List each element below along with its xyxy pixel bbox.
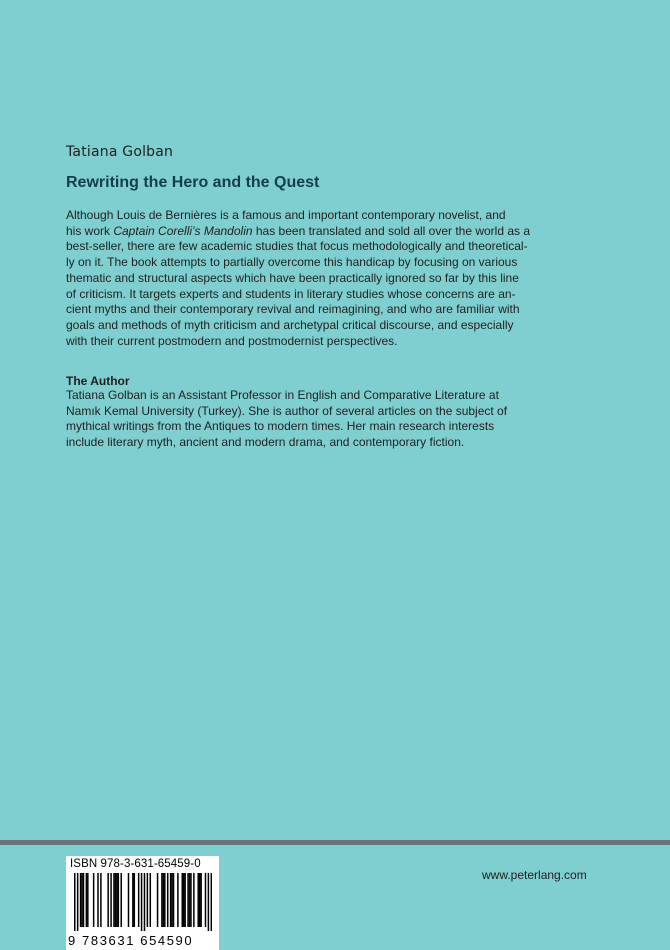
about-line: Namık Kemal University (Turkey). She is author of several articles on the subject of xyxy=(66,403,508,418)
barcode-bar xyxy=(163,873,165,927)
barcode-bar xyxy=(132,873,134,927)
barcode-bar xyxy=(138,873,140,927)
barcode-bar xyxy=(187,873,189,927)
barcode-bar xyxy=(208,873,210,931)
barcode-bar xyxy=(81,873,83,927)
barcode-bar xyxy=(157,873,159,927)
barcode-bar xyxy=(150,873,152,927)
barcode-bar xyxy=(120,873,122,927)
barcode-bar xyxy=(74,873,76,931)
barcode-bar xyxy=(97,873,99,927)
description-text: has been translated and sold all over the world as a xyxy=(252,223,531,238)
description-line: goals and methods of myth criticism and archetypal critical discourse, and especially xyxy=(66,317,514,332)
barcode-bar xyxy=(110,873,112,927)
about-line: mythical writings from the Antiques to modern times. Her main research interests xyxy=(66,419,495,434)
barcode-bar xyxy=(167,873,169,927)
barcode-bar xyxy=(83,873,85,927)
barcode xyxy=(74,873,212,931)
barcode-bar xyxy=(183,873,185,927)
description-line: Although Louis de Bernières is a famous and important contemporary novelist, and xyxy=(66,208,506,222)
barcode-bar xyxy=(77,873,79,931)
barcode-bar xyxy=(177,873,179,927)
barcode-bar xyxy=(197,873,199,927)
barcode-bar xyxy=(107,873,109,927)
description-line: thematic and structural aspects which have been practically ignored so far by this line xyxy=(66,270,519,285)
publisher-website: www.peterlang.com xyxy=(482,868,587,882)
barcode-bar xyxy=(189,873,191,927)
barcode-bar xyxy=(116,873,118,927)
about-author-heading: The Author xyxy=(66,374,130,388)
book-title: Rewriting the Hero and the Quest xyxy=(66,174,320,191)
description-line: cient myths and their contemporary revival and reimagining, and who are familiar with xyxy=(66,302,520,317)
barcode-bar xyxy=(87,873,89,927)
barcode-bar xyxy=(134,873,136,927)
barcode-bar xyxy=(128,873,130,927)
barcode-bar xyxy=(115,873,117,927)
barcode-bar xyxy=(173,873,175,927)
isbn-label: ISBN 978-3-631-65459-0 xyxy=(70,858,201,870)
barcode-bar xyxy=(144,873,146,931)
barcode-bar xyxy=(93,873,95,927)
description-line xyxy=(66,224,546,240)
barcode-bar xyxy=(147,873,149,927)
barcode-bar xyxy=(184,873,186,927)
description-line: of criticism. It targets experts and students in literary studies whose concerns are an- xyxy=(66,286,516,301)
barcode-bar xyxy=(161,873,163,927)
isbn-barcode-box xyxy=(66,856,219,950)
barcode-bar xyxy=(113,873,115,927)
barcode-bar xyxy=(181,873,183,927)
barcode-bar xyxy=(80,873,82,927)
divider-rule xyxy=(0,840,670,845)
description-line: ly on it. The book attempts to partially overcome this handicap by focusing on various xyxy=(66,255,518,270)
barcode-bar xyxy=(193,873,195,927)
description-text: his work xyxy=(66,223,114,238)
barcode-bar xyxy=(100,873,102,927)
barcode-bar xyxy=(164,873,166,927)
barcode-digits: 9 783631 654590 xyxy=(68,933,194,948)
book-description xyxy=(66,208,546,349)
about-author-text xyxy=(66,388,546,451)
barcode-bar xyxy=(205,873,207,927)
about-line: Tatiana Golban is an Assistant Professor in English and Comparative Literature at xyxy=(66,388,499,402)
description-line: with their current postmodern and postmodernist perspectives. xyxy=(66,333,398,348)
author-name: Tatiana Golban xyxy=(66,144,174,160)
barcode-bar xyxy=(199,873,201,927)
novel-title-italic: Captain Corelli’s Mandolin xyxy=(113,223,253,238)
barcode-bar xyxy=(211,873,212,931)
description-line: best-seller, there are few academic studies that focus methodologically and theoretical- xyxy=(66,239,528,254)
barcode-bar xyxy=(171,873,173,927)
barcode-bar xyxy=(86,873,88,927)
barcode-bar xyxy=(190,873,192,927)
barcode-bar xyxy=(170,873,172,927)
barcode-bar xyxy=(118,873,120,927)
barcode-bar xyxy=(141,873,143,931)
barcode-bar xyxy=(200,873,202,927)
about-line: include literary myth, ancient and modern drama, and contemporary fiction. xyxy=(66,435,465,450)
